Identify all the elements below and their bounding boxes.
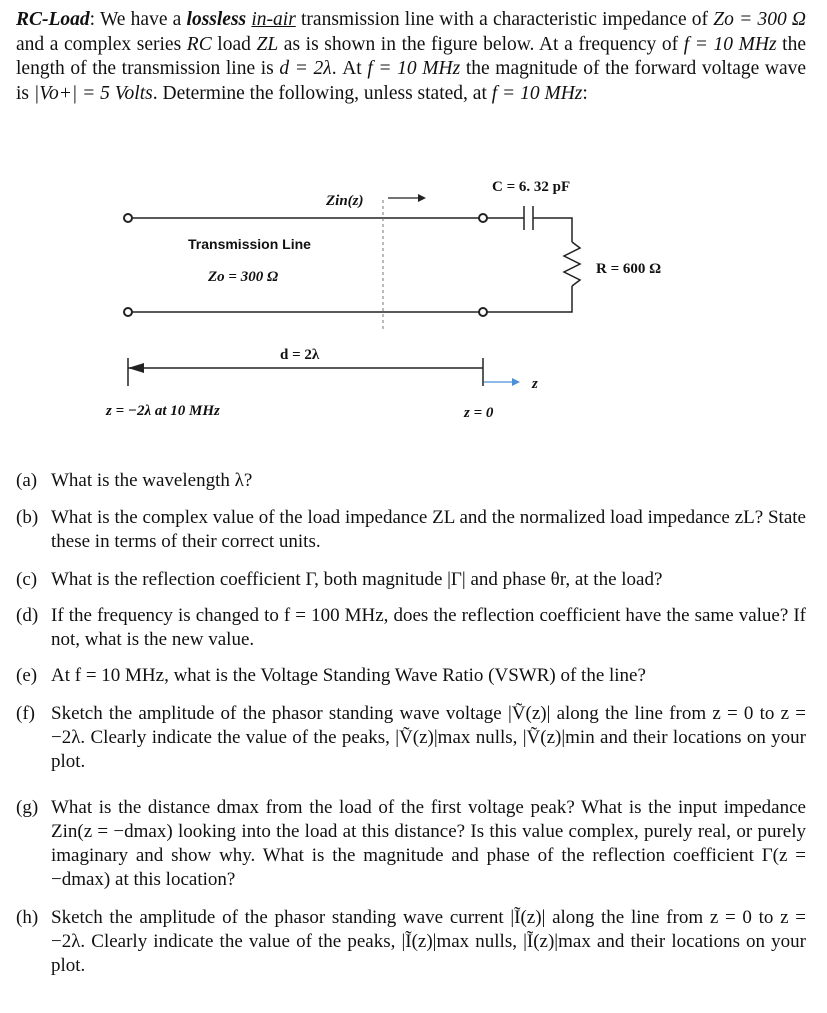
resistor <box>564 242 580 286</box>
intro-text-4: load <box>211 33 257 55</box>
question-d <box>16 604 806 652</box>
question-h <box>16 906 806 978</box>
question-label: (e) <box>16 665 38 686</box>
question-text: What is the distance dmax from the load of the first voltage peak? What is the input impedance Zin(z = −dmax) looking into the load at this distance? Is this value complex, purely real, or purely imaginary and show why. What is the magnitude and phase of the reflection coefficient Γ(z = −dmax) at this location? <box>51 797 806 890</box>
frequency-1: f = 10 MHz <box>683 33 777 55</box>
resistor-label: R = 600 Ω <box>596 261 662 277</box>
question-label: (c) <box>16 569 38 590</box>
question-label: (a) <box>16 470 38 491</box>
intro-text-6: the length of the transmission line is <box>16 33 806 79</box>
load-wire-bottom <box>487 286 572 312</box>
z-axis-arrow-head <box>512 378 520 386</box>
capacitor-label: C = 6. 32 pF <box>492 179 571 195</box>
question-label: (b) <box>16 507 39 528</box>
question-text: What is the wavelength λ? <box>51 470 253 491</box>
transmission-line-title: Transmission Line <box>188 236 311 252</box>
question-e <box>16 664 806 688</box>
question-text: Sketch the amplitude of the phasor standing wave voltage |Ṽ(z)| along the line from z = 0 to z = −2λ. Clearly indicate the value of the peaks, |Ṽ(z)|max nulls, |Ṽ(z)|min and their locations on your plot. <box>51 703 806 772</box>
question-label: (d) <box>16 605 39 626</box>
question-a <box>16 469 806 493</box>
question-g <box>16 796 806 892</box>
load-wire-right <box>533 218 572 242</box>
intro-text-2: transmission line with a characteristic impedance of <box>295 9 714 30</box>
z-left-label: z = −2λ at 10 MHz <box>106 403 220 419</box>
question-label: (h) <box>16 907 39 928</box>
rc-term: RC <box>186 33 212 55</box>
problem-statement <box>16 8 806 106</box>
intro-text-3: and a complex series <box>16 33 187 55</box>
zin-label: Zin(z) <box>326 193 364 209</box>
terminal-bottom-right <box>479 308 487 316</box>
question-label: (g) <box>16 797 39 818</box>
in-air-term: in-air <box>251 9 296 30</box>
circuit-diagram <box>0 160 827 460</box>
frequency-3: f = 10 MHz <box>491 82 583 104</box>
question-b <box>16 506 806 554</box>
dimension-arrow-left <box>128 363 144 373</box>
question-text: What is the reflection coefficient Γ, both magnitude |Γ| and phase θr, at the load? <box>51 569 663 590</box>
intro-text-1: : We have a <box>89 9 187 30</box>
characteristic-impedance-label: Zo = 300 Ω <box>208 269 279 285</box>
length-label: d = 2λ <box>280 347 320 363</box>
intro-text-9: . Determine the following, unless stated, at <box>152 82 492 104</box>
question-f <box>16 702 806 774</box>
forward-voltage: |Vo+| = 5 Volts <box>33 82 153 104</box>
length-equation: d = 2λ <box>279 58 332 79</box>
question-text: At f = 10 MHz, what is the Voltage Standing Wave Ratio (VSWR) of the line? <box>51 665 646 686</box>
zl-term: ZL <box>256 33 279 55</box>
terminal-bottom-left <box>124 308 132 316</box>
question-text: Sketch the amplitude of the phasor standing wave current |Ĩ(z)| along the line from z = 0 to z = −2λ. Clearly indicate the value of the peaks, |Ĩ(z)|max nulls, |Ĩ(z)|max and their locations on your plot. <box>51 907 806 976</box>
terminal-top-right <box>479 214 487 222</box>
z-axis-label: z <box>532 376 538 392</box>
terminal-top-left <box>124 214 132 222</box>
intro-text-8: the magnitude of the forward voltage wave is <box>16 58 807 104</box>
zo-equation: Zo = 300 Ω <box>713 9 807 30</box>
intro-text-7: . At <box>331 58 368 79</box>
z-zero-label: z = 0 <box>464 405 494 421</box>
question-c <box>16 568 806 592</box>
question-text: If the frequency is changed to f = 100 MHz, does the reflection coefficient have the same value? If not, what is the new value. <box>51 605 806 650</box>
lossless-term: lossless <box>186 9 247 30</box>
frequency-2: f = 10 MHz <box>367 58 461 79</box>
question-text: What is the complex value of the load impedance ZL and the normalized load impedance zL? State these in terms of their correct units. <box>51 507 806 552</box>
question-label: (f) <box>16 703 35 724</box>
intro-text-10: : <box>582 82 588 104</box>
intro-text-5: as is shown in the figure below. At a frequency of <box>278 33 684 55</box>
zin-arrow-head <box>418 194 426 202</box>
problem-heading: RC-Load <box>16 9 90 30</box>
